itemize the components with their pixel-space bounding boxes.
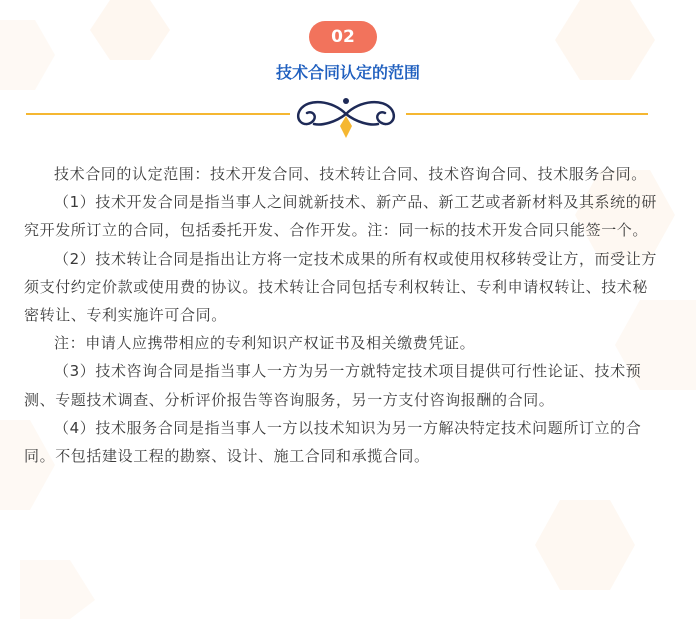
paragraph-note: 注：申请人应携带相应的专利知识产权证书及相关缴费凭证。: [54, 334, 476, 353]
ornamental-divider: [0, 90, 696, 140]
paragraph-consulting-contract: （3）技术咨询合同是指当事人一方为另一方就特定技术项目提供可行性论证、技术预测、专题技术调查、分析评价报告等咨询服务，另一方支付咨询报酬的合同。: [24, 362, 642, 409]
paragraph-intro: 技术合同的认定范围：技术开发合同、技术转让合同、技术咨询合同、技术服务合同。: [54, 165, 647, 183]
section-number-badge: 02: [309, 21, 377, 53]
section-title: 技术合同认定的范围: [275, 63, 420, 82]
paragraph-transfer-contract: （2）技术转让合同是指出让方将一定技术成果的所有权或使用权移转受让方，而受让方须支付约定价款或使用费的协议。技术转让合同包括专利权转让、专利申请权转让、技术秘密转让、专利实施许可合同。: [24, 249, 657, 325]
diamond-ornament-icon: [340, 116, 352, 138]
paragraph-service-contract: （4）技术服务合同是指当事人一方以技术知识为另一方解决特定技术问题所订立的合同。不包括建设工程的勘察、设计、施工合同和承揽合同。: [24, 418, 642, 466]
paragraph-development-contract: （1）技术开发合同是指当事人之间就新技术、新产品、新工艺或者新材料及其系统的研究开发所订立的合同，包括委托开发、合作开发。注：同一标的技术开发合同只能签一个。: [24, 193, 657, 240]
article-body: [24, 160, 662, 470]
